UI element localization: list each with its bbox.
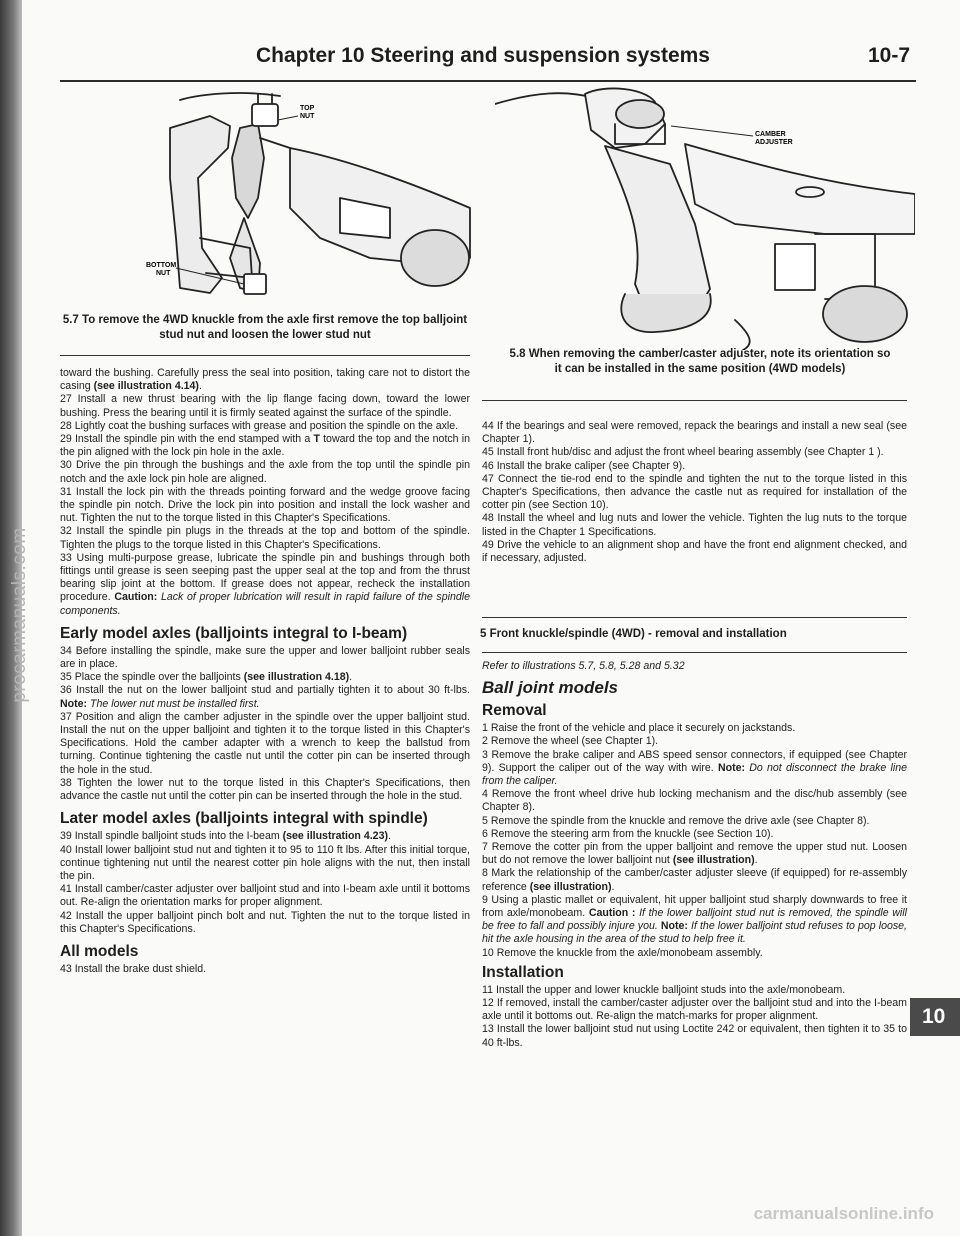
- paragraph-44: 44 If the bearings and seal were removed, repack the bearings and install a new seal (see Chapter 1).: [482, 420, 907, 446]
- heading-removal: Removal: [482, 702, 547, 720]
- figure-5-7-knuckle-illustration: [140, 88, 480, 310]
- heading-early-model-axles: Early model axles (balljoints integral to I-beam): [60, 624, 408, 642]
- figure-5-8-camber-adjuster-illustration: [495, 84, 915, 350]
- paragraph-34: 34 Before installing the spindle, make sure the upper and lower balljoint rubber seals are in place.: [60, 644, 470, 671]
- paragraph-35: 35 Place the spindle over the balljoints (see illustration 4.18).: [60, 671, 353, 684]
- removal-step-7: 7 Remove the cotter pin from the upper balljoint and remove the upper stud nut. Loosen but do not remove the lower balljoint nut (see illustration).: [482, 841, 907, 867]
- paragraph-32: 32 Install the spindle pin plugs in the threads at the top and bottom of the spindle. Tighten the plugs to the torque listed in this Chapter's Specifications.: [60, 525, 470, 551]
- installation-step-11: 11 Install the upper and lower knuckle balljoint studs into the axle/monobeam.: [482, 983, 846, 996]
- paragraph-33: 33 Using multi-purpose grease, lubricate the spindle pin and bushings through both fittings until grease is seen seeping past the upper seal at the top and from the thrust bearing slip joint at the bottom. If grease does not appear, recheck the installation procedure. Caution: Lack of proper lubrication will result in rapid failure of the spindle components.: [60, 551, 470, 617]
- paragraph-38: 38 Tighten the lower nut to the torque listed in this Chapter's Specifications, then advance the castle nut until the cotter pin can be inserted through the hole in the stud.: [60, 776, 470, 803]
- paragraph-36: 36 Install the nut on the lower balljoint stud and partially tighten it to about 30 ft-lbs. Note: The lower nut must be installed first.: [60, 684, 470, 710]
- installation-step-12: 12 If removed, install the camber/caster adjuster over the balljoint stud and into the I-beam axle until it bottoms out. Re-align the match-marks for proper alignment.: [482, 997, 907, 1023]
- paragraph-48: 48 Install the wheel and lug nuts and lower the vehicle. Tighten the lug nuts to the torque listed in the Chapter 1 Specifications.: [482, 512, 907, 538]
- removal-step-2: 2 Remove the wheel (see Chapter 1).: [482, 735, 659, 748]
- refer-to-illustrations: Refer to illustrations 5.7, 5.8, 5.28 and 5.32: [482, 660, 685, 672]
- callout-bottom-nut-line1: BOTTOM: [146, 262, 177, 269]
- paragraph-continued: toward the bushing. Carefully press the seal into position, taking care not to distort the casing (see illustration 4.14).: [60, 367, 470, 393]
- chapter-title: Chapter 10 Steering and suspension systems: [256, 44, 710, 67]
- removal-step-8: 8 Mark the relationship of the camber/caster adjuster sleeve (if equipped) for re-assembly reference (see illustration).: [482, 867, 907, 893]
- paragraph-30: 30 Drive the pin through the bushings and the axle from the top until the spindle pin notch and the axle lock pin hole are aligned.: [60, 459, 470, 485]
- callout-camber-adjuster-line1: CAMBER: [755, 131, 786, 138]
- paragraph-42: 42 Install the upper balljoint pinch bolt and nut. Tighten the nut to the torque listed in this Chapter's Specifications.: [60, 909, 470, 935]
- left-text-column: [60, 367, 470, 976]
- paragraph-37: 37 Position and align the camber adjuster in the spindle over the upper balljoint stud. Install the nut on the upper balljoint and tighten it to the torque listed in this Chapter's Specifications. Hold the camber adapter with a wrench to keep the ballstud from turning. Continue tightening the castle nut until the cotter pin can be inserted through the hole in the stud.: [60, 710, 470, 776]
- paragraph-43: 43 Install the brake dust shield.: [60, 962, 207, 975]
- chapter-thumb-tab: 10: [910, 998, 960, 1036]
- removal-step-3: 3 Remove the brake caliper and ABS speed sensor connectors, if equipped (see Chapter 9). Support the caliper out of the way with wire. Note: Do not disconnect the brake line from the caliper.: [482, 748, 907, 788]
- paragraph-31: 31 Install the lock pin with the threads pointing forward and the wedge groove facing the spindle pin notch. Drive the lock pin into position and install the lock washer and nut. Tighten the nut to the torque listed in this Chapter's Specifications.: [60, 485, 470, 525]
- figure-5-8-caption: 5.8 When removing the camber/caster adjuster, note its orientation so it can be installed in the same position (4WD models): [509, 348, 891, 375]
- installation-step-13: 13 Install the lower balljoint stud nut using Loctite 242 or equivalent, then tighten it to 35 to 40 ft-lbs.: [482, 1023, 907, 1049]
- footer-watermark: carmanualsonline.info: [753, 1204, 934, 1223]
- paragraph-41: 41 Install camber/caster adjuster over balljoint stud and into I-beam axle until it bottoms out. Re-align the orientation marks for proper alignment.: [60, 883, 470, 909]
- page-number: 10-7: [867, 44, 910, 67]
- right-text-column-top: [482, 420, 907, 565]
- page-header: [60, 40, 916, 82]
- removal-step-6: 6 Remove the steering arm from the knuckle (see Section 10).: [482, 827, 774, 840]
- paragraph-49: 49 Drive the vehicle to an alignment shop and have the front end alignment checked, and if necessary, adjusted.: [482, 538, 907, 565]
- heading-all-models: All models: [60, 942, 139, 960]
- callout-bottom-nut-line2: NUT: [156, 270, 171, 277]
- removal-step-10: 10 Remove the knuckle from the axle/monobeam assembly.: [482, 946, 763, 959]
- figure-5-7-caption: 5.7 To remove the 4WD knuckle from the axle first remove the top balljoint stud nut and loosen the lower stud nut: [62, 314, 468, 341]
- paragraph-45: 45 Install front hub/disc and adjust the front wheel bearing assembly (see Chapter 1 ).: [482, 446, 884, 459]
- caption-rule-right: [482, 400, 907, 401]
- right-text-column-bottom: [482, 660, 907, 1050]
- section-5-heading: 5 Front knuckle/spindle (4WD) - removal and installation: [480, 628, 787, 640]
- removal-step-4: 4 Remove the front wheel drive hub locking mechanism and the disc/hub assembly (see Chapter 8).: [482, 788, 907, 814]
- removal-step-9: 9 Using a plastic mallet or equivalent, hit upper balljoint stud sharply downwards to free it from axle/monobeam. Caution : If the lower balljoint stud nut is removed, the spindle will be free to fall and possibly injure you. Note: If the lower balljoint stud refuses to pop loose, hit the axle housing in the area of the stud to help free it.: [482, 893, 907, 946]
- paragraph-28: 28 Lightly coat the bushing surfaces with grease and position the spindle on the axle.: [60, 419, 459, 432]
- heading-later-model-axles: Later model axles (balljoints integral with spindle): [60, 810, 428, 828]
- paragraph-39: 39 Install spindle balljoint studs into the I-beam (see illustration 4.23).: [60, 830, 391, 843]
- paragraph-27: 27 Install a new thrust bearing with the lip flange facing down, toward the lower bushing. Press the bearing until it is firmly seated against the surface of the spindle.: [60, 393, 470, 419]
- removal-step-5: 5 Remove the spindle from the knuckle and remove the drive axle (see Chapter 8).: [482, 814, 870, 827]
- side-watermark: procarmanuals.com: [9, 527, 30, 703]
- paragraph-40: 40 Install lower balljoint stud nut and tighten it to 95 to 110 ft lbs. After this initial torque, continue tightening nut until the nearest cotter pin hole aligns with the nut, then install the pin.: [60, 843, 470, 882]
- heading-ball-joint-models: Ball joint models: [482, 678, 619, 698]
- heading-installation: Installation: [482, 963, 564, 981]
- section-rule-top: [482, 617, 907, 618]
- section-rule-bottom: [482, 652, 907, 653]
- paragraph-29: 29 Install the spindle pin with the end stamped with a T toward the top and the notch in the pin aligned with the lock pin hole in the axle.: [60, 433, 470, 459]
- paragraph-47: 47 Connect the tie-rod end to the spindle and tighten the nut to the torque listed in this Chapter's Specifications, then advance the castle nut as required for installation of the cotter pin (see Section 10).: [482, 472, 907, 512]
- paragraph-46: 46 Install the brake caliper (see Chapter 9).: [482, 459, 686, 472]
- removal-step-1: 1 Raise the front of the vehicle and place it securely on jackstands.: [482, 722, 796, 735]
- caption-rule-left: [60, 355, 470, 356]
- callout-top-nut-line1: TOP: [300, 105, 315, 112]
- callout-camber-adjuster-line2: ADJUSTER: [755, 139, 793, 146]
- callout-top-nut-line2: NUT: [300, 113, 315, 120]
